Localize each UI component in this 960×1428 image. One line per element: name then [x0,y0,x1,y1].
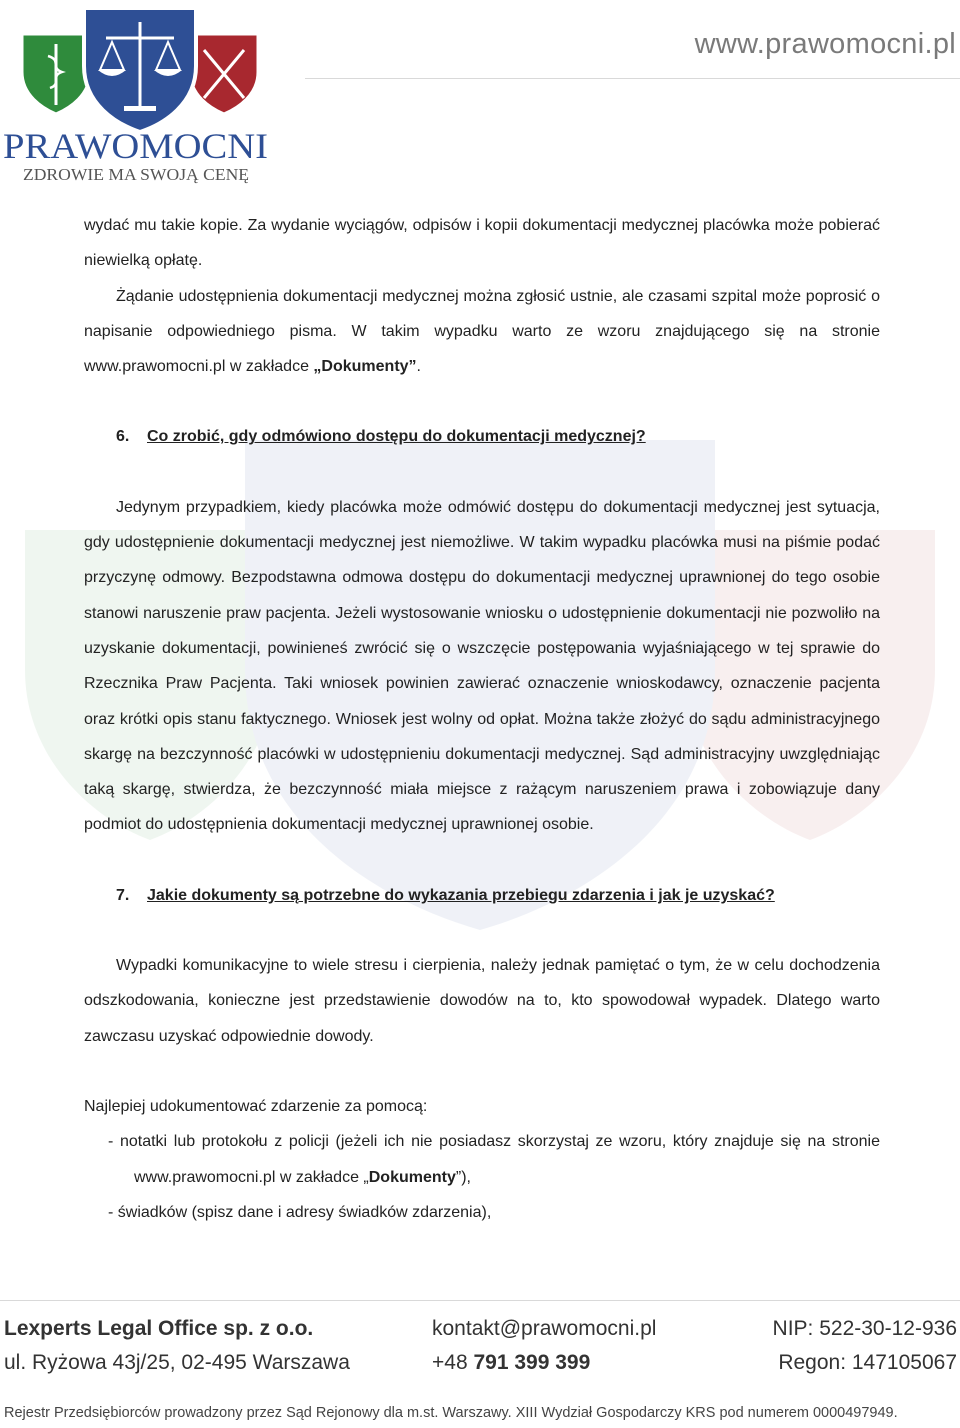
footer-divider [0,1300,960,1301]
paragraph-refusal: Jedynym przypadkiem, kiedy placówka może odmówić dostępu do dokumentacji medycznej jest sytuacja, gdy udostępnienie dokumentacji medycznej jest niemożliwe. W takim wypadku placówka musi na piśmie podać przyczynę odmowy. Bezpodstawna odmowa dostępu do dokumentacji medycznej uprawnionej do tego osobie stanowi naruszenie praw pacjenta. Jeżeli wystosowanie wniosku o udostępnienie dokumentacji nie pozwoliło na uzyskanie dokumentacji, powinieneś zwrócić się o wszczęcie postępowania wyjaśniającego w tej sprawie do Rzecznika Praw Pacjenta. Taki wniosek powinien zawierać oznaczenie wnioskodawcy, oznaczenie pacjenta oraz krótki opis stanu faktycznego. Wniosek jest wolny od opłat. Można także złożyć do sądu administracyjnego skargę na bezczynność placówki w udostępnieniu dokumentacji medycznej. Sąd administracyjny uwzględniając taką skargę, stwierdza, że bezczynność miała miejsce z rażącym naruszeniem prawa i zobowiązuje dany podmiot do udostępnienia dokumentacji medycznej uprawnionej osobie. [84,498,880,834]
spacer [84,913,880,948]
list-item-witnesses: - świadków (spisz dane i adresy świadków zdarzenia), [108,1203,492,1221]
page-header [0,0,960,190]
paragraph-copies-fee: wydać mu takie kopie. Za wydanie wyciągów, odpisów i kopii dokumentacji medycznej placówka może pobierać niewielką opłatę. [84,217,880,270]
contact-phone[interactable]: +48 791 399 399 [432,1351,591,1374]
paragraph-request: Żądanie udostępnienia dokumentacji medycznej można zgłosić ustnie, ale czasami szpital może poprosić o napisanie odpowiedniego pisma. W takim wypadku warto ze wzoru znajdującego się na stronie www.prawomocni.pl w zakładce „Dokumenty”. [84,287,880,376]
section-heading-6-text: Co zrobić, gdy odmówiono dostępu do dokumentacji medycznej? [147,428,646,446]
spacer [84,843,880,878]
document-body [84,208,880,1230]
spacer [84,384,880,419]
header-divider [305,78,960,79]
paragraph-request-text: Żądanie udostępnienia dokumentacji medycznej można zgłosić ustnie, ale czasami szpital może poprosić o napisanie odpowiedniego pisma. W takim wypadku warto ze wzoru znajdującego się na stronie www.prawomocni.pl w zakładce [84,287,880,376]
logo-brand: PRAWOMOCNI [3,126,268,166]
section-heading-7: 7. Jakie dokumenty są potrzebne do wykazania przebiegu zdarzenia i jak je uzyskać? [116,886,775,904]
section-heading-6: 6. Co zrobić, gdy odmówiono dostępu do dokumentacji medycznej? [116,428,646,446]
registry-note: Rejestr Przedsiębiorców prowadzony przez Sąd Rejonowy dla m.st. Warszawy. XIII Wydział Gospodarczy KRS pod numerem 0000497949. [4,1405,898,1421]
contact-email[interactable]: kontakt@prawomocni.pl [432,1317,657,1340]
paragraph-evidence-intro: Najlepiej udokumentować zdarzenie za pomocą: [84,1097,428,1115]
regon-number: Regon: 147105067 [778,1351,957,1374]
footer-contact-block [432,1312,656,1380]
company-name: Lexperts Legal Office sp. z o.o. [4,1317,314,1340]
list-item-police-note: - notatki lub protokołu z policji (jeżeli ich nie posiadasz skorzystaj ze wzoru, który znajduje się na stronie www.prawomocni.pl w zakładce „Dokumenty”), [108,1133,880,1186]
paragraph-accidents: Wypadki komunikacyjne to wiele stresu i cierpienia, należy jednak pamiętać o tym, że w celu dochodzenia odszkodowania, konieczne jest przedstawienie dowodów na to, kto spowodował wypadek. Dlatego warto zawczasu uzyskać odpowiednie dowody. [84,957,880,1045]
footer-company-block [4,1312,350,1380]
prawomocni-logo [0,0,290,190]
site-url[interactable]: www.prawomocni.pl [694,28,956,60]
phone-number: 791 399 399 [473,1351,591,1374]
logo-tagline: ZDROWIE MA SWOJĄ CENĘ [23,165,250,184]
documents-tab-reference: „Dokumenty” [313,358,417,376]
nip-number: NIP: 522-30-12-936 [772,1317,957,1340]
company-address: ul. Ryżowa 43j/25, 02-495 Warszawa [4,1351,350,1374]
section-heading-7-text: Jakie dokumenty są potrzebne do wykazania przebiegu zdarzenia i jak je uzyskać? [147,886,775,904]
spacer [84,455,880,490]
footer-ids-block [773,1312,957,1380]
documents-tab-reference-2: Dokumenty [368,1168,456,1186]
spacer [84,1054,880,1089]
